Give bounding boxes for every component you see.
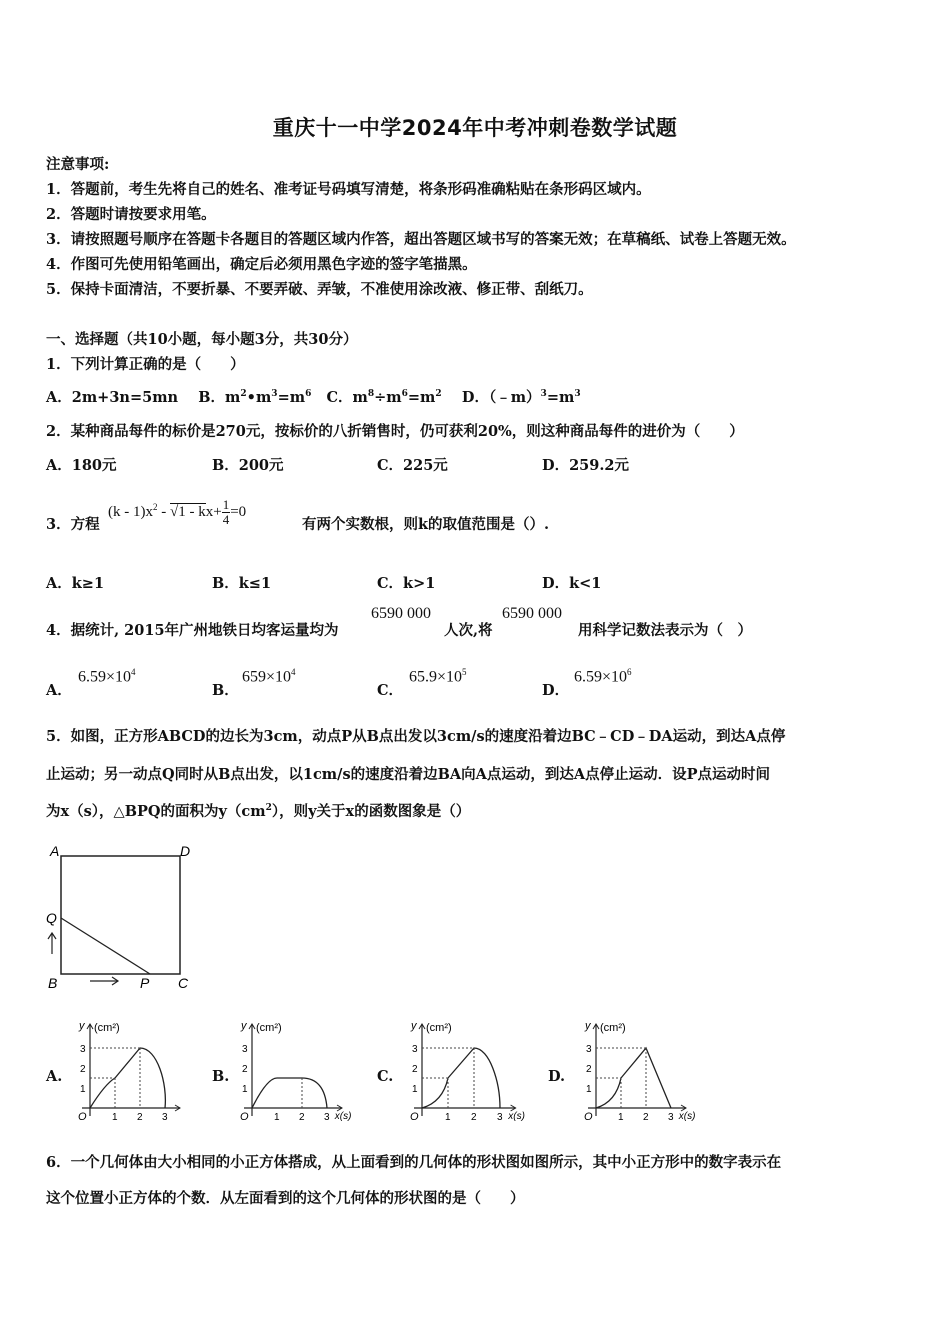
q4-option-b-label: B．	[212, 682, 239, 699]
y-tick-label: 1	[242, 1084, 248, 1095]
q2-option-b: B．200元	[212, 457, 284, 474]
x-tick-label: 2	[471, 1112, 477, 1123]
q4-option-a-label: A．	[46, 682, 72, 699]
x-axis-label: x(s)	[508, 1111, 525, 1122]
q4-option-c-label: C．	[377, 682, 404, 699]
q4-number-2: 6590 000	[502, 605, 562, 622]
q3-suffix: 有两个实数根，则k的取值范围是（）.	[302, 516, 550, 533]
function-curve	[422, 1048, 500, 1108]
label-a: A	[50, 843, 60, 859]
q6-line-2: 这个位置小正方体的个数．从左面看到的这个几何体的形状图的是（ ）	[46, 1190, 525, 1207]
q3-option-a: A．k≥1	[46, 575, 105, 592]
y-tick-label: 2	[242, 1064, 248, 1075]
y-axis-label: y	[411, 1020, 417, 1032]
y-axis-label: y	[79, 1020, 85, 1032]
origin-label: O	[240, 1111, 249, 1123]
q2-option-d: D．259.2元	[542, 457, 629, 474]
label-d: D	[180, 843, 191, 859]
q4-option-d-label: D．	[542, 682, 570, 699]
q4-number-1: 6590 000	[371, 605, 431, 622]
segment-qp	[61, 918, 150, 974]
q4-option-c-value: $65.9\times 10^5$	[409, 667, 467, 686]
note-item: 3．请按照题号顺序在答题卡各题目的答题区域内作答，超出答题区域书写的答案无效；在草稿纸、试卷上答题无效。	[46, 231, 796, 248]
q1-stem: 1．下列计算正确的是（ ）	[46, 356, 245, 373]
q1-option-b: B．$m^2•m^3=m^6$	[198, 389, 312, 406]
origin-label: O	[584, 1111, 593, 1123]
origin-label: O	[78, 1111, 87, 1123]
y-axis-unit: (cm²)	[256, 1022, 282, 1034]
q5-square-figure	[40, 838, 200, 998]
y-tick-label: 3	[586, 1044, 592, 1055]
x-axis-label: x(s)	[678, 1111, 696, 1122]
q1-option-c: C．$m^8\div m^6=m^2$	[326, 389, 442, 406]
q5-graph-c	[404, 1016, 540, 1126]
q3-option-d: D．k<1	[542, 575, 602, 592]
x-tick-label: 1	[274, 1112, 280, 1123]
note-item: 5．保持卡面清洁，不要折暴、不要弄破、弄皱，不准使用涂改液、修正带、刮纸刀。	[46, 281, 593, 298]
x-tick-label: 3	[668, 1112, 674, 1123]
x-tick-label: 2	[643, 1112, 649, 1123]
x-tick-label: 1	[618, 1112, 624, 1123]
x-tick-label: 1	[112, 1112, 118, 1123]
label-b: B	[48, 975, 58, 991]
x-tick-label: 1	[445, 1112, 451, 1123]
q3-option-b: B．k≤1	[212, 575, 272, 592]
note-item: 2．答题时请按要求用笔。	[46, 206, 216, 223]
q5-option-a-label: A.	[46, 1068, 63, 1085]
q5-line-3: 为x（s），△BPQ的面积为$y(cm^2)$，则y关于x的函数图象是（）	[46, 803, 471, 820]
y-tick-label: 3	[412, 1044, 418, 1055]
y-tick-label: 1	[412, 1084, 418, 1095]
square-abcd	[61, 856, 180, 974]
note-item: 4．作图可先使用铅笔画出，确定后必须用黑色字迹的签字笔描黑。	[46, 256, 477, 273]
q5-option-c-label: C.	[377, 1068, 394, 1085]
x-tick-label: 2	[299, 1112, 305, 1123]
q5-line-1: 5．如图，正方形ABCD的边长为3cm，动点P从B点出发以3cm/s的速度沿着边BC﹣CD﹣DA运动，到达A点停	[46, 728, 786, 745]
x-tick-label: 3	[162, 1112, 168, 1123]
notes-heading: 注意事项:	[46, 156, 110, 173]
function-curve	[252, 1078, 327, 1108]
y-tick-label: 1	[80, 1084, 86, 1095]
page-title: 重庆十一中学2024年中考冲刺卷数学试题	[272, 116, 678, 140]
q2-stem: 2．某种商品每件的标价是270元，按标价的八折销售时，仍可获利20%，则这种商品每件的进价为（ ）	[46, 423, 744, 440]
q4-prefix: 4．据统计, 2015年广州地铁日均客运量均为	[46, 622, 339, 639]
q2-option-a: A．180元	[46, 457, 117, 474]
q5-option-d-label: D.	[548, 1068, 566, 1085]
label-c: C	[178, 975, 189, 991]
y-tick-label: 2	[586, 1064, 592, 1075]
y-tick-label: 3	[242, 1044, 248, 1055]
q4-option-d-value: $6.59\times 10^6$	[574, 667, 632, 686]
x-tick-label: 3	[324, 1112, 330, 1123]
y-axis-unit: (cm²)	[426, 1022, 452, 1034]
q3-prefix: 3．方程	[46, 516, 100, 533]
q5-graph-b	[234, 1016, 360, 1126]
note-item: 1．答题前，考生先将自己的姓名、准考证号码填写清楚，将条形码准确粘贴在条形码区域内。	[46, 181, 651, 198]
q5-graph-d	[578, 1016, 714, 1126]
y-axis-unit: (cm²)	[94, 1022, 120, 1034]
label-p: P	[140, 975, 150, 991]
y-tick-label: 2	[412, 1064, 418, 1075]
q1-option-a: A．2m+3n=5mn	[46, 389, 179, 406]
q2-option-c: C．225元	[377, 457, 448, 474]
x-tick-label: 2	[137, 1112, 143, 1123]
function-curve	[90, 1048, 165, 1108]
q5-line-2: 止运动；另一动点Q同时从B点出发，以1cm/s的速度沿着边BA向A点运动，到达A点停止运动．设P点运动时间	[46, 766, 771, 783]
q5-option-b-label: B.	[212, 1068, 230, 1085]
q4-suffix: 用科学记数法表示为（ ）	[578, 622, 752, 639]
y-tick-label: 2	[80, 1064, 86, 1075]
q3-equation: $(k - 1)x^2 - √1 - kx+$ $\frac{1}{4}$ =0	[108, 497, 247, 527]
q1-option-d: D．$(﹣m)^3=m^3$	[461, 389, 581, 406]
label-q: Q	[46, 910, 57, 926]
y-axis-unit: (cm²)	[600, 1022, 626, 1034]
x-axis-label: x(s)	[334, 1111, 352, 1122]
q4-option-a-value: $6.59\times 10^4$	[78, 667, 136, 686]
origin-label: O	[410, 1111, 419, 1123]
q6-line-1: 6．一个几何体由大小相同的小正方体搭成，从上面看到的几何体的形状图如图所示，其中小正方形中的数字表示在	[46, 1154, 782, 1171]
q3-option-c: C．k>1	[377, 575, 436, 592]
section-heading: 一、选择题（共10小题，每小题3分，共30分）	[46, 331, 358, 348]
x-tick-label: 3	[497, 1112, 503, 1123]
y-tick-label: 3	[80, 1044, 86, 1055]
q5-graph-a	[74, 1016, 200, 1126]
function-curve	[596, 1048, 671, 1108]
q4-option-b-value: $659\times 10^4$	[242, 667, 296, 686]
y-axis-label: y	[585, 1020, 591, 1032]
y-axis-label: y	[241, 1020, 247, 1032]
q4-middle: 人次,将	[444, 622, 493, 639]
q1-options	[46, 386, 581, 407]
y-tick-label: 1	[586, 1084, 592, 1095]
